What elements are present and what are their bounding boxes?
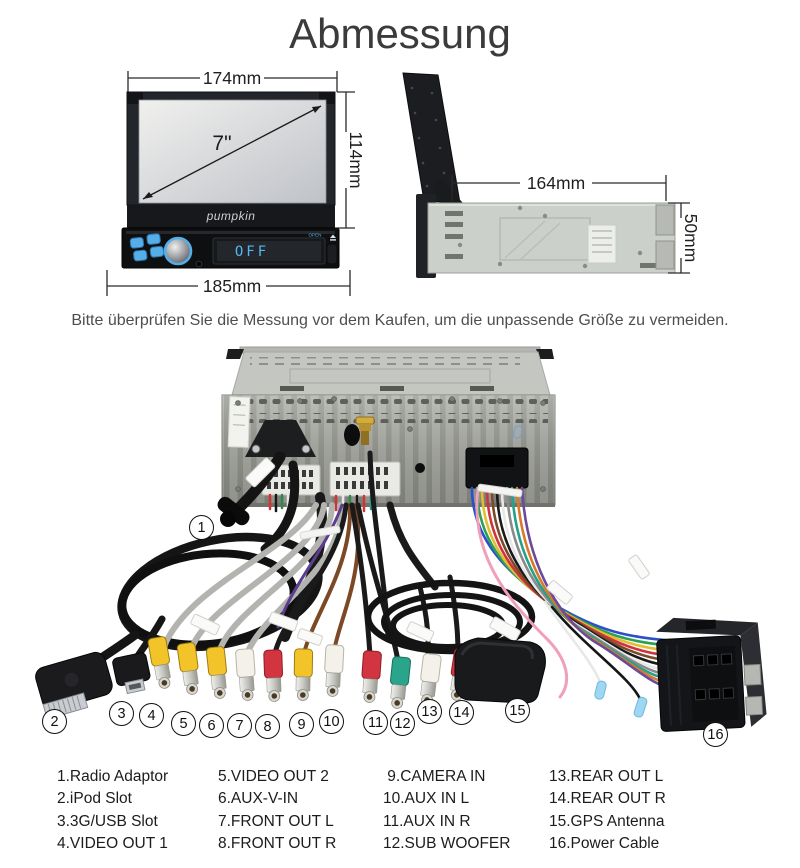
- dim-width-top-label: 174mm: [202, 68, 262, 88]
- callout-12: 12: [390, 711, 415, 736]
- callout-10: 10: [319, 709, 344, 734]
- purchase-note: Bitte überprüfen Sie die Messung vor dem Kaufen, um die unpassende Größe zu vermeiden.: [71, 312, 729, 329]
- legend-item-9: 9.CAMERA IN: [383, 768, 486, 785]
- rear-unit-photo: [0, 337, 800, 762]
- callout-11: 11: [363, 710, 388, 735]
- legend-item-3: 3.3G/USB Slot: [57, 812, 158, 830]
- dim-width-bottom-label: 185mm: [202, 276, 262, 296]
- callout-13: 13: [417, 699, 442, 724]
- callout-1: 1: [189, 515, 214, 540]
- legend-item-13: 13.REAR OUT L: [549, 768, 664, 785]
- chassis-hole-1: [344, 424, 360, 446]
- legend-column-1: [57, 766, 168, 856]
- legend-column-2: [218, 766, 336, 856]
- callout-14: 14: [449, 700, 474, 725]
- harness-socket: [466, 448, 528, 488]
- rca-connector-7: [235, 648, 257, 701]
- front-panel: [122, 228, 339, 268]
- rca-connector-11: [360, 650, 382, 703]
- aux-jack: [196, 261, 202, 267]
- brand-logo: pumpkin: [206, 209, 256, 223]
- callout-8: 8: [255, 714, 280, 739]
- legend-item-14: 14.REAR OUT R: [549, 790, 666, 808]
- volume-knob: [165, 238, 191, 264]
- open-button-label: OPEN: [308, 232, 322, 238]
- top-vents: [250, 357, 520, 365]
- ipod-connector: [33, 650, 116, 719]
- callout-5: 5: [171, 711, 196, 736]
- legend-item-11: 11.AUX IN R: [383, 812, 471, 830]
- release-button: [327, 244, 337, 264]
- legend-item-2: 2.iPod Slot: [57, 790, 132, 808]
- chassis-hole-2: [415, 463, 425, 473]
- end-cap-left: [226, 349, 244, 359]
- usb-connector: [112, 652, 153, 695]
- rca-connector-9: [294, 649, 313, 701]
- gps-antenna-puck: [455, 638, 545, 703]
- rca-connector-10: [323, 645, 344, 697]
- callout-4: 4: [139, 703, 164, 728]
- chassis: [222, 347, 555, 507]
- rca-connector-12: [388, 656, 411, 709]
- callout-9: 9: [289, 712, 314, 737]
- iso-power-connector: [655, 613, 767, 731]
- dim-height-right-label: 114mm: [346, 131, 366, 189]
- chassis-mark: 0: [512, 422, 524, 444]
- legend-item-8: 8.FRONT OUT R: [218, 835, 337, 853]
- callout-3: 3: [109, 701, 134, 726]
- radio-plug-tip: [220, 511, 236, 527]
- legend-item-12: 12.SUB WOOFER: [383, 835, 511, 853]
- legend-item-6: 6.AUX-V-IN: [218, 790, 299, 808]
- side-view-figure: [403, 73, 701, 278]
- rca-connector-6: [206, 646, 229, 699]
- side-chassis: [428, 203, 675, 273]
- legend-column-4: [549, 766, 666, 856]
- dim-depth-label: 164mm: [526, 173, 586, 193]
- dim-height-side-label: 50mm: [681, 213, 701, 263]
- legend-item-7: 7.FRONT OUT L: [218, 812, 334, 830]
- legend-item-15: 15.GPS Antenna: [549, 812, 665, 830]
- callout-15: 15: [505, 698, 530, 723]
- legend-item-4: 4.VIDEO OUT 1: [57, 835, 168, 853]
- legend-item-1: 1.Radio Adaptor: [57, 768, 169, 785]
- rca-connector-8: [264, 650, 284, 702]
- legend-column-3: [383, 766, 510, 856]
- legend-item-5: 5.VIDEO OUT 2: [218, 768, 329, 785]
- multipin-connector-right: [330, 462, 400, 496]
- legend-item-16: 16.Power Cable: [549, 835, 660, 853]
- dimension-figures: [0, 58, 800, 304]
- display-text: OFF: [234, 244, 270, 260]
- page-title: Abmessung: [289, 10, 511, 57]
- callout-6: 6: [199, 713, 224, 738]
- crimp-terminals: [594, 680, 648, 718]
- callout-7: 7: [227, 713, 252, 738]
- callout-2: 2: [42, 709, 67, 734]
- front-view-figure: [107, 68, 366, 296]
- screen-diagonal-label: 7": [212, 132, 232, 155]
- chassis-sticker: [588, 225, 616, 263]
- callout-16: 16: [703, 722, 728, 747]
- legend-item-10: 10.AUX IN L: [383, 790, 470, 808]
